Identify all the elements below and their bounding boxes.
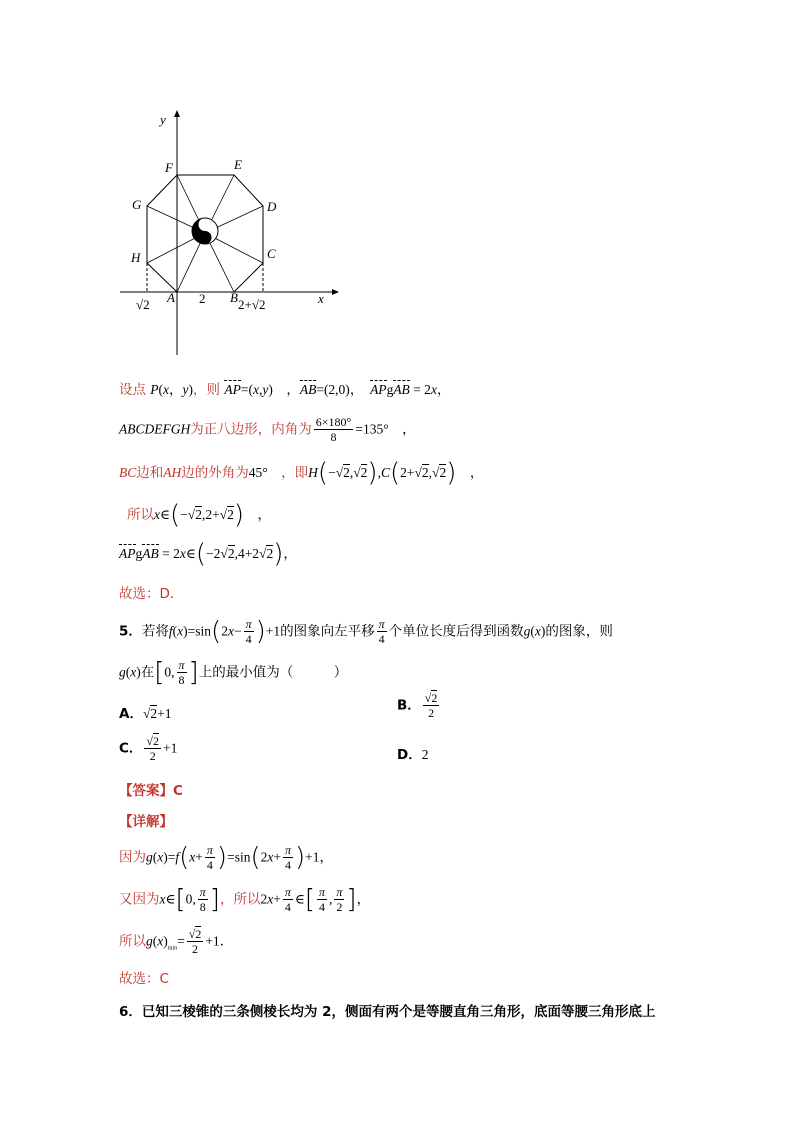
q5-text-f: 上的最小值为（ ） <box>198 664 348 681</box>
option-b-label: B． <box>397 697 421 714</box>
d2-lead: 又因为 <box>119 891 160 908</box>
octagon-figure <box>110 105 350 365</box>
y-axis-arrow <box>174 110 180 117</box>
tick-2-sqrt2: 2+√2 <box>238 297 266 312</box>
vertex-b: B <box>230 290 238 305</box>
d2-mid: ，所以 <box>219 891 261 908</box>
q5-line-2: g(x)在[0, $\frac{\pi}{8}$ ]上的最小值为（ ） <box>119 657 348 688</box>
d3-sub: min <box>167 945 178 952</box>
vertex-f: F <box>165 160 173 175</box>
angle-num: 6×180° <box>315 415 352 429</box>
solution-line-5: APgAB = 2x∈(−2√2,4+2√2)， <box>119 539 297 569</box>
detail-line-2: 又因为x∈[0, $\frac{\pi}{8}$ ]，所以2x+ $\frac{\pi}{4}$ ∈[ $\frac{\pi}{4}$ , $\frac{\pi}{2}$ ]， <box>119 884 371 915</box>
detail-line-3: 所以$g(x)_{min}=$ $\frac{√2}{2}$ +1． <box>119 927 234 956</box>
solution-line-1: 设点 P(x，y)，则 AP=(x,y) ，AB=(2,0)， APgAB = 2x， <box>119 382 451 398</box>
vec-ab: AB <box>299 382 317 397</box>
ext-bc: BC <box>119 465 137 480</box>
angle-val: =135° <box>355 421 389 437</box>
yin-yang-icon <box>192 218 218 244</box>
q5-text-a: 若将 <box>141 623 169 640</box>
q5-line-1: 5．若将f(x)=sin(2x− $\frac{\pi}{4}$ )+1的图象向左平移 $\frac{\pi}{4}$ 个单位长度后得到函数g(x)的图象，则 <box>119 616 613 647</box>
q5-text-d: 的图象，则 <box>545 623 613 640</box>
angle-den: 8 <box>330 430 337 444</box>
option-a-label: A． <box>119 706 143 722</box>
vec-ap: AP <box>224 382 241 397</box>
option-c[interactable]: C． $\frac{√2}{2}$ +1 <box>119 734 178 763</box>
line1-lead: 设点 <box>119 382 146 398</box>
so-text: 所以 <box>127 507 154 523</box>
x-axis-arrow <box>332 289 339 295</box>
vertex-c: C <box>267 246 276 261</box>
detail-line-1: 因为g(x)=f(x+ $\frac{\pi}{4}$ )=sin(2x+ $\frac{\pi}{4}$ )+1， <box>119 842 334 873</box>
label-x: x <box>318 291 324 306</box>
vertex-a: A <box>167 290 175 305</box>
d1-lead: 因为 <box>119 849 146 866</box>
ext-mid: 边和 <box>136 465 164 481</box>
d3-lead: 所以 <box>119 933 146 950</box>
vertex-g: G <box>132 197 142 212</box>
answer-tag: 【答案】C <box>119 783 183 799</box>
option-b[interactable]: B． $\frac{√2}{2}$ <box>397 691 438 720</box>
octagon-text: 为正八边形，内角为 <box>190 421 312 438</box>
tick-2: 2 <box>199 291 206 306</box>
ext-then: ，即 <box>281 465 309 481</box>
octagon-name: ABCDEFGH <box>119 421 191 437</box>
ext-angle: 45° <box>248 465 268 480</box>
option-a[interactable]: A．√2+1 <box>119 706 172 722</box>
vertex-h: H <box>131 250 141 265</box>
tick-sqrt2: √2 <box>136 297 150 312</box>
q5-text-e: 在 <box>140 664 155 681</box>
label-y: y <box>160 112 166 127</box>
solution-line-3: BC边和AH边的外角为45° ，即H(−√2,√2),C(2+√2,√2) ， <box>119 458 484 488</box>
q5-text-c: 个单位长度后得到函数 <box>388 623 524 640</box>
q5-num: 5． <box>119 623 142 640</box>
solution-line-2: ABCDEFGH为正八边形，内角为 $\frac{6\times 180^\circ}{8}$ =135° ， <box>119 415 416 444</box>
q5-text-b: 的图象向左平移 <box>280 623 375 640</box>
answer-line-4: 故选：D． <box>119 586 184 602</box>
vertex-e: E <box>234 157 242 172</box>
option-d-label: D． <box>397 747 422 763</box>
option-d[interactable] <box>397 743 428 763</box>
q6-text: 6．已知三棱锥的三条侧棱长均为 2，侧面有两个是等腰直角三角形，底面等腰三角形底上 <box>119 1004 656 1020</box>
vertex-d: D <box>267 199 277 214</box>
option-d-value: 2 <box>421 747 429 762</box>
final-answer: 故选：C <box>119 971 169 987</box>
line1-then: ，则 <box>193 382 221 398</box>
option-c-label: C． <box>119 740 143 757</box>
detail-tag: 【详解】 <box>119 814 173 830</box>
ext-ah: AH <box>163 465 182 480</box>
solution-line-4: 所以x∈(−√2,2+√2) ， <box>127 500 271 530</box>
ext-text: 边的外角为 <box>181 465 249 481</box>
